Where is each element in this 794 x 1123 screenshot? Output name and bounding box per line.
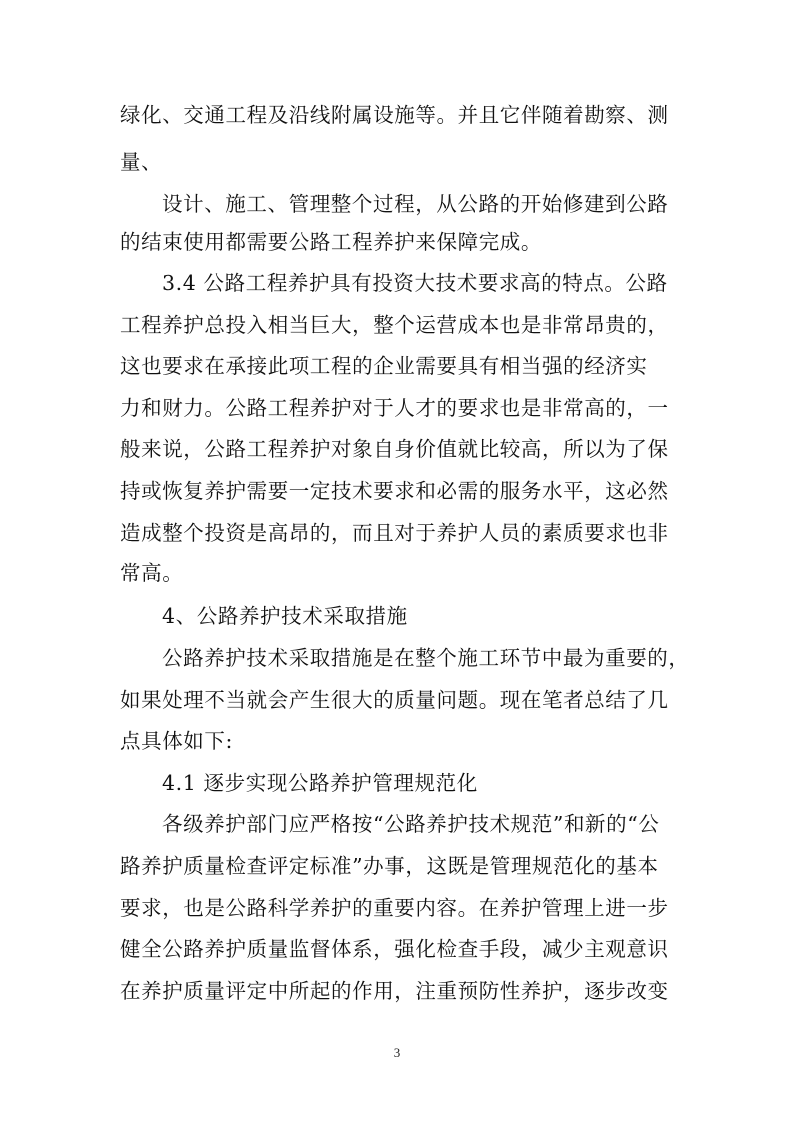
text-line: 力和财力。公路工程养护对于人才的要求也是非常高的，一: [120, 396, 669, 420]
text-line: 点具体如下:: [120, 729, 234, 753]
text-line: 公路养护技术采取措施是在整个施工环节中最为重要的，: [162, 646, 690, 670]
text-line: 这也要求在承接此项工程的企业需要具有相当强的经济实: [120, 354, 648, 378]
text-line: 路养护质量检查评定标准”办事，这既是管理规范化的基本: [120, 854, 659, 878]
text-line: 的结束使用都需要公路工程养护来保障完成。: [120, 230, 542, 254]
text-line: 绿化、交通工程及沿线附属设施等。并且它伴随着勘察、测: [120, 103, 669, 127]
text-line: 各级养护部门应严格按“公路养护技术规范”和新的“公: [162, 812, 660, 836]
text-line: 般来说，公路工程养护对象自身价值就比较高，所以为了保: [120, 437, 669, 461]
text-line: 量、: [120, 150, 163, 174]
section-heading-4-1: 4.1 逐步实现公路养护管理规范化: [162, 771, 478, 795]
text-line: 设计、施工、管理整个过程，从公路的开始修建到公路: [162, 192, 669, 216]
section-heading-4: 4、公路养护技术采取措施: [162, 604, 408, 628]
text-line: 要求，也是公路科学养护的重要内容。在养护管理上进一步: [120, 896, 669, 920]
text-line: 造成整个投资是高昂的，而且对于养护人员的素质要求也非: [120, 521, 669, 545]
text-line: 持或恢复养护需要一定技术要求和必需的服务水平，这必然: [120, 479, 669, 503]
text-line: 在养护质量评定中所起的作用，注重预防性养护，逐步改变: [120, 979, 669, 1003]
text-line: 如果处理不当就会产生很大的质量问题。现在笔者总结了几: [120, 688, 669, 712]
section-paragraph-3-4: 3.4 公路工程养护具有投资大技术要求高的特点。公路: [162, 271, 668, 295]
text-line: 常高。: [120, 561, 184, 585]
text-line: 健全公路养护质量监督体系，强化检查手段，减少主观意识: [120, 937, 669, 961]
page-number: 3: [393, 1045, 401, 1060]
text-line: 工程养护总投入相当巨大，整个运营成本也是非常昂贵的，: [120, 313, 669, 337]
